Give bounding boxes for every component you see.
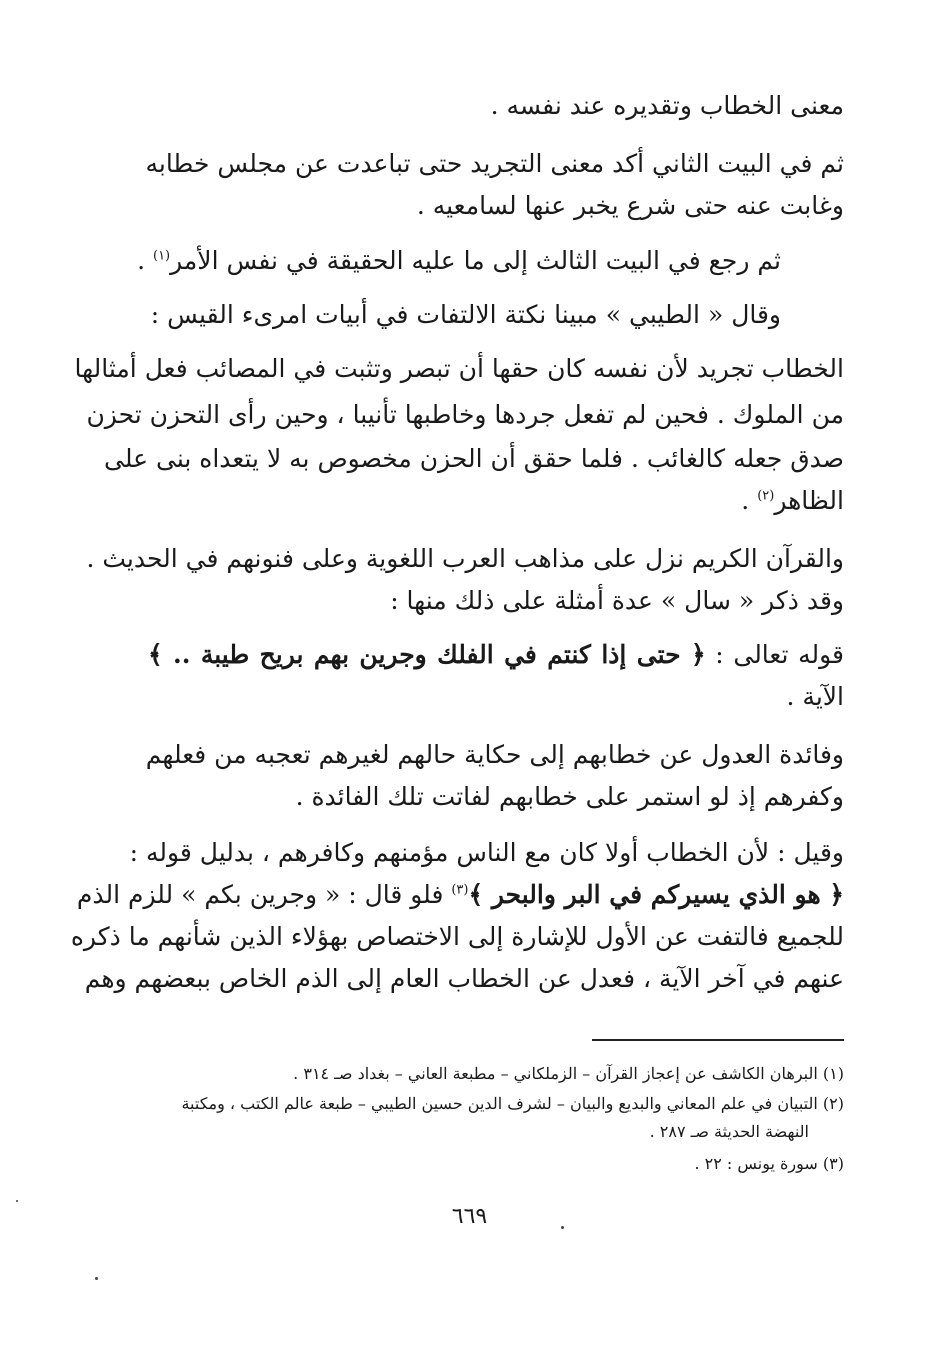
text-line: وفائدة العدول عن خطابهم إلى حكاية حالهم لغيرهم تعجبه من فعلهم — [145, 740, 844, 769]
footnote-ref: (٣) — [451, 882, 469, 898]
footnote-ref: (١) — [152, 248, 171, 264]
text-line: عنهم في آخر الآية ، فعدل عن الخطاب العام إلى الذم الخاص ببعضهم وهم — [84, 964, 844, 993]
text-span: قوله تعالى : — [705, 640, 844, 669]
footnote-separator — [592, 1039, 844, 1041]
text-line — [137, 244, 781, 278]
text-line: الآية . — [786, 682, 844, 711]
quote-line: الخطاب تجريد لأن نفسه كان حقها أن تبصر وتثبت في المصائب فعل أمثالها — [74, 354, 844, 383]
footnote-1: (١) البرهان الكاشف عن إعجاز القرآن – الزملكاني – مطبعة العاني – بغداد صـ ٣١٤ . — [293, 1064, 844, 1083]
text-span: الظاهر — [774, 486, 844, 515]
scan-speck — [561, 1226, 564, 1229]
scan-speck — [16, 1200, 18, 1202]
footnote-ref: (٢) — [757, 488, 775, 504]
text-line — [76, 878, 844, 912]
page-number: ٦٦٩ — [451, 1204, 488, 1229]
text-span: . — [741, 486, 758, 515]
scan-speck — [95, 1277, 98, 1280]
footnote-3: (٣) سورة يونس : ٢٢ . — [694, 1154, 844, 1173]
quote-line: من الملوك . فحين لم تفعل جردها وخاطبها تأنيبا ، وحين رأى التحزن تحزن — [86, 400, 844, 429]
text-span: ثم رجع في البيت الثالث إلى ما عليه الحقيقة في نفس الأمر — [170, 246, 781, 275]
quran-verse: ﴿ حتى إذا كنتم في الفلك وجرين بهم بريح طيبة .. ﴾ — [148, 640, 706, 669]
footnote-2: (٢) التبيان في علم المعاني والبديع والبيان – لشرف الدين حسين الطيبي – طبعة عالم الكتب ، ومكتبة — [181, 1094, 844, 1113]
text-line: وكفرهم إذ لو استمر على خطابهم لفاتت تلك الفائدة . — [295, 782, 844, 811]
quran-verse: ﴿ هو الذي يسيركم في البر والبحر ﴾ — [468, 880, 844, 909]
text-line: والقرآن الكريم نزل على مذاهب العرب اللغوية وعلى فنونهم في الحديث . — [86, 544, 844, 573]
text-line: للجميع فالتفت عن الأول للإشارة إلى الاختصاص بهؤلاء الذين شأنهم ما ذكره — [70, 922, 844, 951]
quote-line: صدق جعله كالغائب . فلما حقق أن الحزن مخصوص به لا يتعداه بنى على — [104, 444, 844, 473]
text-span: . — [137, 246, 153, 275]
verse-line — [148, 638, 844, 672]
text-span: فلو قال : « وجرين بكم » للزم الذم — [76, 880, 452, 909]
text-line: وقال « الطيبي » مبينا نكتة الالتفات في أبيات امرىء القيس : — [150, 300, 781, 329]
text-line: ثم في البيت الثاني أكد معنى التجريد حتى تباعدت عن مجلس خطابه — [145, 149, 844, 178]
text-line: وقد ذكر « سال » عدة أمثلة على ذلك منها : — [390, 586, 844, 615]
text-line: وغابت عنه حتى شرع يخبر عنها لسامعيه . — [416, 191, 844, 220]
quote-line — [741, 484, 844, 518]
text-line: معنى الخطاب وتقديره عند نفسه . — [490, 91, 844, 120]
text-line: وقيل : لأن الخطاب أولا كان مع الناس مؤمنهم وكافرهم ، بدليل قوله : — [129, 838, 844, 867]
footnote-2-continued: النهضة الحديثة صـ ٢٨٧ . — [649, 1122, 809, 1141]
